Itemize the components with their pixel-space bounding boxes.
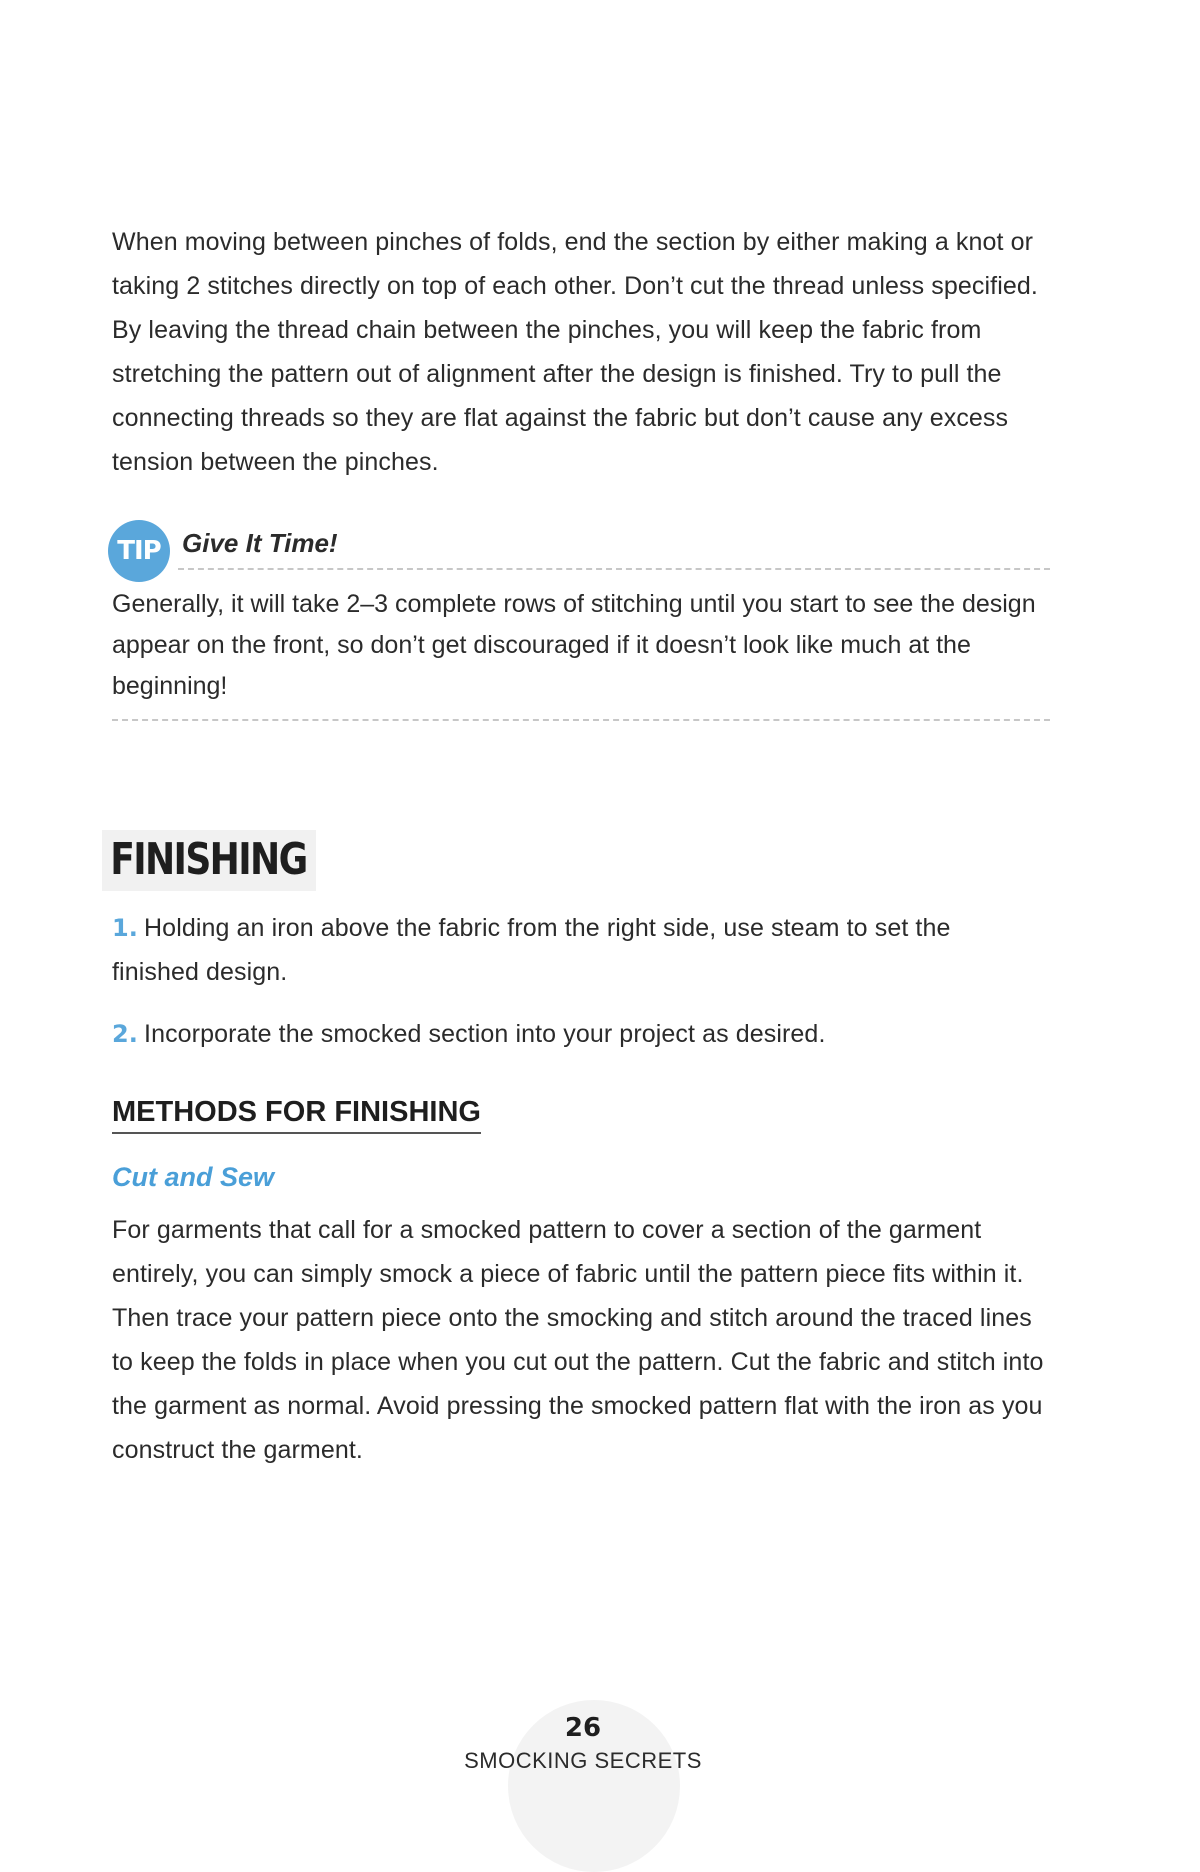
section-heading-finishing: FINISHING (102, 830, 316, 891)
finishing-steps (112, 906, 1042, 1074)
step-number: 2. (112, 1020, 139, 1048)
tip-box (108, 520, 1050, 721)
step-item (112, 906, 1042, 994)
step-number: 1. (112, 914, 139, 942)
page-number: 26 (564, 1713, 602, 1743)
tip-divider-bottom (112, 719, 1050, 721)
step-text: Holding an iron above the fabric from the right side, use steam to set the finished design. (112, 914, 951, 986)
method-heading-cut-and-sew: Cut and Sew (112, 1162, 275, 1192)
tip-title: Give It Time! (182, 528, 338, 558)
step-item (112, 1012, 1042, 1056)
running-footer-title: SMOCKING SECRETS (464, 1748, 702, 1773)
intro-paragraph: When moving between pinches of folds, end the section by either making a knot or taking 2 stitches directly on top of each other. Don’t cut the thread unless specified. By leaving the thread chain between the pinches, you will keep the fabric from stretching the pattern out of alignment after the design is finished. Try to pull the connecting threads so they are flat against the fabric but don’t cause any excess tension between the pinches. (112, 228, 1038, 476)
cut-and-sew-paragraph: For garments that call for a smocked pattern to cover a section of the garment entirely, you can simply smock a piece of fabric until the pattern piece fits within it. Then trace your pattern piece onto the smocking and stitch around the traced lines to keep the folds in place when you cut out the pattern. Cut the fabric and stitch into the garment as normal. Avoid pressing the smocked pattern flat with the iron as you construct the garment. (112, 1216, 1044, 1464)
tip-divider-top (178, 568, 1050, 570)
tip-badge-icon: TIP (108, 520, 170, 582)
tip-body: Generally, it will take 2–3 complete rows of stitching until you start to see the design appear on the front, so don’t get discouraged if it doesn’t look like much at the beginning! (112, 590, 1036, 700)
tip-header (108, 520, 1050, 570)
subsection-heading-methods: METHODS FOR FINISHING (112, 1094, 481, 1134)
step-text: Incorporate the smocked section into your project as desired. (144, 1020, 826, 1048)
